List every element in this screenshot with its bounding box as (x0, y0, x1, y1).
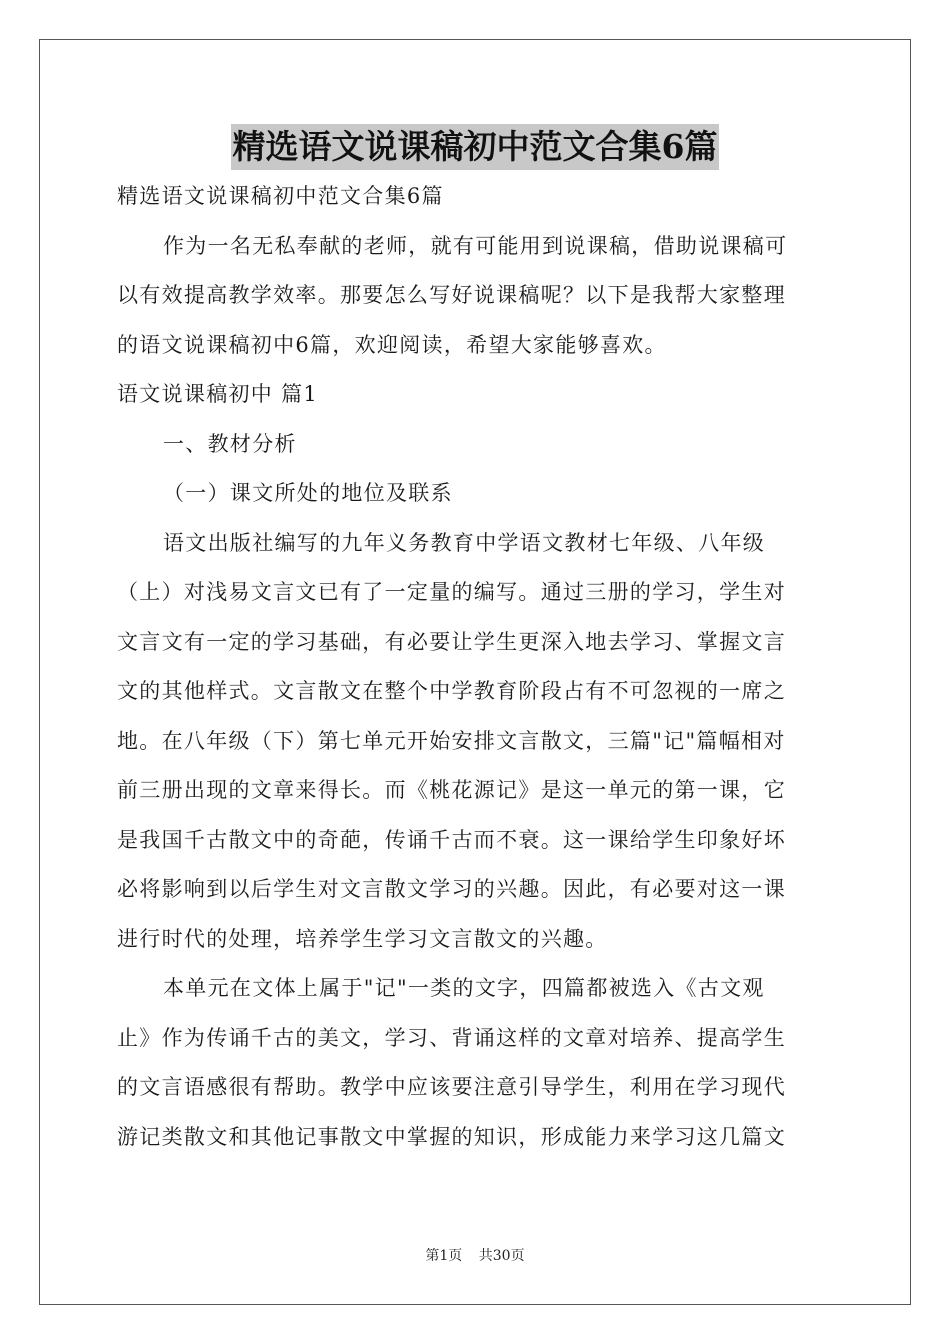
paragraph-line: 的语文说课稿初中6篇，欢迎阅读，希望大家能够喜欢。 (117, 332, 667, 357)
paragraph-line: 作为一名无私奉献的老师，就有可能用到说课稿，借助说课稿可 (163, 233, 788, 258)
paragraph-line: 本单元在文体上属于"记"一类的文字，四篇都被选入《古文观 (163, 976, 765, 1000)
paragraph-line: 以有效提高教学效率。那要怎么写好说课稿呢？以下是我帮大家整理 (117, 283, 786, 307)
document-title: 精选语文说课稿初中范文合集6篇 (231, 124, 720, 170)
page-footer (0, 1245, 950, 1265)
title-container (0, 124, 950, 170)
page-number: 第1页 (425, 1248, 463, 1264)
paragraph-line: 止》作为传诵千古的美文，学习、背诵这样的文章对培养、提高学生 (117, 1025, 786, 1050)
paragraph-line: 文的其他样式。文言散文在整个中学教育阶段占有不可忽视的一席之 (117, 679, 786, 703)
subsection-heading: （一）课文所处的地位及联系 (163, 481, 453, 505)
document-body (117, 172, 833, 1162)
paragraph-line: 文言文有一定的学习基础，有必要让学生更深入地去学习、掌握文言 (117, 629, 786, 654)
paragraph-line: 是我国千古散文中的奇葩，传诵千古而不衰。这一课给学生印象好坏 (117, 827, 786, 852)
paragraph-line: 前三册出现的文章来得长。而《桃花源记》是这一单元的第一课，它 (117, 778, 786, 802)
section-heading: 语文说课稿初中 篇1 (117, 382, 319, 406)
paragraph-line: （上）对浅易文言文已有了一定量的编写。通过三册的学习，学生对 (117, 580, 786, 604)
paragraph-line: 地。在八年级（下）第七单元开始安排文言散文，三篇"记"篇幅相对 (117, 728, 786, 753)
paragraph-line: 的文言语感很有帮助。教学中应该要注意引导学生，利用在学习现代 (117, 1075, 786, 1099)
page-total: 共30页 (478, 1248, 525, 1264)
paragraph-line: 进行时代的处理，培养学生学习文言散文的兴趣。 (117, 926, 608, 951)
paragraph-line: 必将影响到以后学生对文言散文学习的兴趣。因此，有必要对这一课 (117, 877, 786, 901)
subtitle-line: 精选语文说课稿初中范文合集6篇 (117, 184, 444, 208)
paragraph-line: 游记类散文和其他记事散文中掌握的知识，形成能力来学习这几篇文 (117, 1124, 786, 1149)
paragraph-line: 语文出版社编写的九年义务教育中学语文教材七年级、八年级 (163, 530, 766, 555)
subsection-heading: 一、教材分析 (163, 431, 297, 456)
